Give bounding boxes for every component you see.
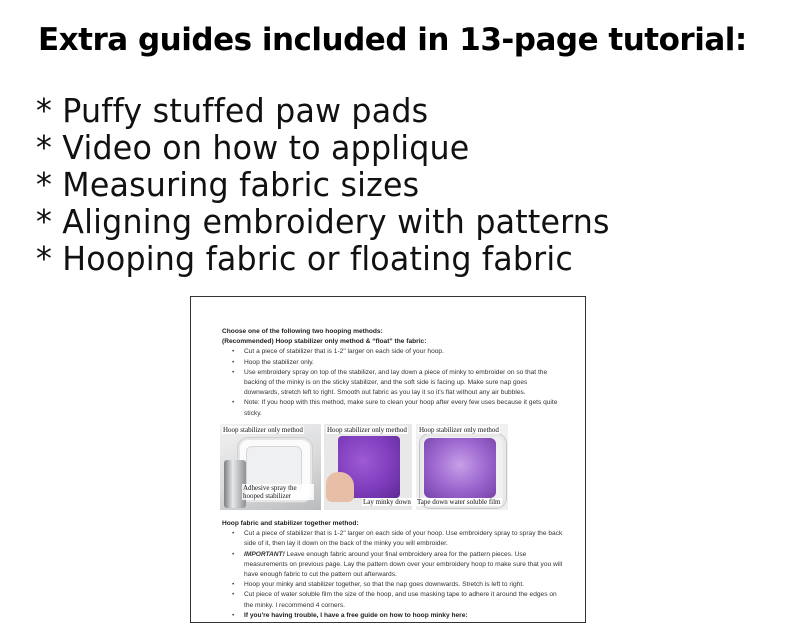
- list-item: [244, 611, 567, 621]
- method1-heading: (Recommended) Hoop stabilizer only method & “float” the fabric:: [222, 338, 427, 346]
- feature-list: [36, 92, 634, 277]
- list-item: [244, 590, 567, 610]
- step-text: If you're having trouble, I have a free guide on how to hoop minky here:: [244, 611, 468, 619]
- photo-caption: Adhesive spray the hooped stabilizer: [242, 484, 314, 500]
- list-item: • Note: If you hoop with this method, make sure to clean your hoop after every few uses because it gets quite sticky.: [244, 398, 562, 418]
- photo-tape-film: [416, 424, 508, 510]
- feature-item: * Video on how to applique: [36, 128, 470, 167]
- list-item: • Cut a piece of stabilizer that is 1-2" larger on each side of your hoop.: [244, 347, 562, 357]
- photo-strip: [220, 424, 510, 510]
- hoop-image: [420, 434, 506, 508]
- headline: Extra guides included in 13-page tutorial:: [38, 22, 747, 58]
- photo-caption: Hoop stabilizer only method: [327, 426, 407, 434]
- feature-item: * Aligning embroidery with patterns: [36, 202, 610, 241]
- photo-lay-minky: [324, 424, 412, 510]
- feature-item: * Measuring fabric sizes: [36, 165, 420, 204]
- important-label: IMPORTANT!: [244, 550, 285, 558]
- photo-spray-stabilizer: [220, 424, 321, 510]
- method1-section: [222, 327, 562, 419]
- tutorial-page-preview: [190, 296, 586, 623]
- step-text: Leave enough fabric around your final embroidery area for the pattern pieces. Use measurements on previous page. Lay the pattern down over your embroidery hoop to make sure that you will have enough fabric to cut the pattern out afterwards.: [244, 550, 563, 579]
- hand-image: [326, 472, 354, 502]
- method1-steps: [222, 347, 562, 418]
- feature-item: * Puffy stuffed paw pads: [36, 91, 429, 130]
- list-item: [244, 580, 567, 590]
- method2-heading: Hoop fabric and stabilizer together method:: [222, 520, 359, 527]
- step-text: Cut a piece of stabilizer that is 1-2" larger on each side of your hoop. Use embroidery spray to spray the back side of it, then lay it down on the back of the minky you will embroider.: [244, 530, 563, 548]
- photo-caption: Tape down water soluble film: [417, 498, 501, 506]
- photo-caption: Hoop stabilizer only method: [419, 426, 499, 434]
- step-text: Cut piece of water soluble film the size of the hoop, and use masking tape to adhere it around the edges on the minky. I recommend 4 corners.: [244, 591, 557, 609]
- feature-item: * Hooping fabric or floating fabric: [36, 239, 574, 278]
- method2-section: [222, 519, 567, 621]
- intro-heading: Choose one of the following two hooping methods:: [222, 328, 383, 335]
- list-item: • Use embroidery spray on top of the stabilizer, and lay down a piece of minky to embroider on so that the backing of the minky is on the sticky stabilizer, and the soft side is facing up. Make sure nap goes downwards, stretch left to right. Smooth out fabric as you lay it so it's flat without any air bubbles.: [244, 368, 562, 399]
- list-item: [244, 529, 567, 549]
- method2-steps: [222, 529, 567, 621]
- list-item: • Hoop the stabilizer only.: [244, 358, 562, 368]
- photo-caption: Hoop stabilizer only method: [223, 426, 303, 434]
- list-item: [244, 550, 567, 581]
- step-text: Hoop your minky and stabilizer together, so that the nap goes downwards. Stretch is left to right.: [244, 581, 525, 589]
- photo-caption: Lay minky down: [363, 498, 411, 506]
